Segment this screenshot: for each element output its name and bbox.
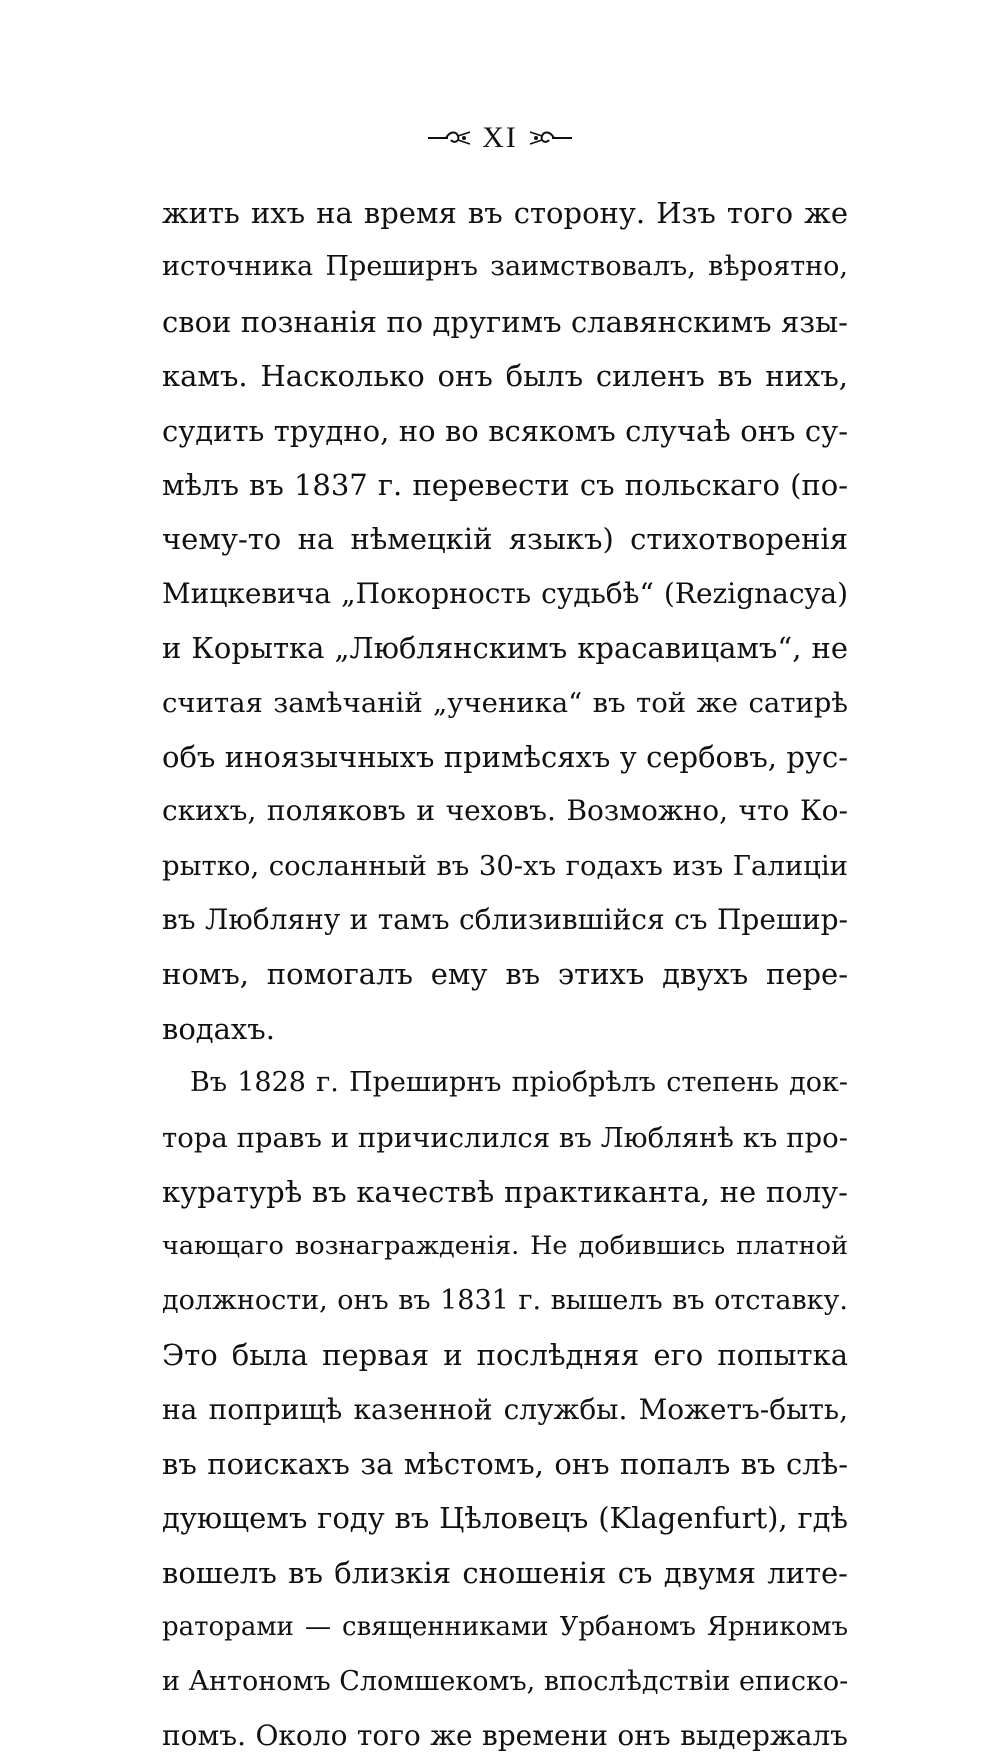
page-number: XI <box>482 121 518 154</box>
text-line: помъ. Около того же времени онъ выдержалъ <box>162 1718 848 1752</box>
body-text <box>162 186 848 1763</box>
text-line: жить ихъ на время въ сторону. Изъ того же <box>162 196 848 230</box>
text-line: объ иноязычныхъ примѣсяхъ у сербовъ, рус- <box>162 739 848 774</box>
text-line: водахъ. <box>162 1011 275 1046</box>
text-line: судить трудно, но во всякомъ случаѣ онъ су- <box>162 413 848 448</box>
text-line: чающаго вознагражденія. Не добившись платной <box>162 1231 848 1262</box>
text-line: Въ 1828 г. Преширнъ пріобрѣлъ степень док- <box>190 1067 848 1099</box>
text-line: источника Преширнъ заимствовалъ, вѣроятно, <box>162 251 848 283</box>
right-ornament-icon <box>528 127 574 149</box>
text-line: раторами — священниками Урбаномъ Ярникомъ <box>162 1612 848 1643</box>
text-line: скихъ, поляковъ и чеховъ. Возможно, что Ко- <box>162 794 848 828</box>
text-line: считая замѣчаній „ученика“ въ той же сатирѣ <box>162 686 848 719</box>
page-header <box>0 118 1000 158</box>
text-line: мѣлъ въ 1837 г. перевести съ польскаго (по- <box>162 467 848 502</box>
left-ornament-icon <box>426 127 472 149</box>
text-line: и Антономъ Сломшекомъ, впослѣдствіи еписко- <box>162 1665 848 1697</box>
text-line: въ Любляну и тамъ сблизившійся съ Прешир- <box>162 903 848 937</box>
text-line: куратурѣ въ качествѣ практиканта, не полу- <box>162 1175 848 1210</box>
text-line: должности, онъ въ 1831 г. вышелъ въ отставку. <box>162 1284 848 1316</box>
text-line: въ поискахъ за мѣстомъ, онъ попалъ въ слѣ- <box>162 1446 848 1481</box>
text-line: Мицкевича „Покорность судьбѣ“ (Rezignacya) <box>162 576 848 610</box>
text-line: номъ, помогалъ ему въ этихъ двухъ пере- <box>162 957 848 992</box>
text-line: дующемъ году въ Цѣловецъ (Klagenfurt), гдѣ <box>162 1501 848 1536</box>
text-line: тора правъ и причислился въ Люблянѣ къ про- <box>162 1121 848 1154</box>
text-line: и Корытка „Люблянскимъ красавицамъ“, не <box>162 631 848 666</box>
text-line: камъ. Насколько онъ былъ силенъ въ нихъ, <box>162 359 848 394</box>
text-line: рытко, сосланный въ 30-хъ годахъ изъ Галиціи <box>162 849 848 882</box>
text-line: вошелъ въ близкія сношенія съ двумя лите- <box>162 1555 848 1590</box>
text-line: чему-то на нѣмецкій языкъ) стихотворенія <box>162 522 848 557</box>
text-line: свои познанія по другимъ славянскимъ язы- <box>162 304 848 339</box>
text-line: на поприщѣ казенной службы. Можетъ-быть, <box>162 1392 848 1426</box>
text-line: Это была первая и послѣдняя его попытка <box>162 1338 848 1373</box>
